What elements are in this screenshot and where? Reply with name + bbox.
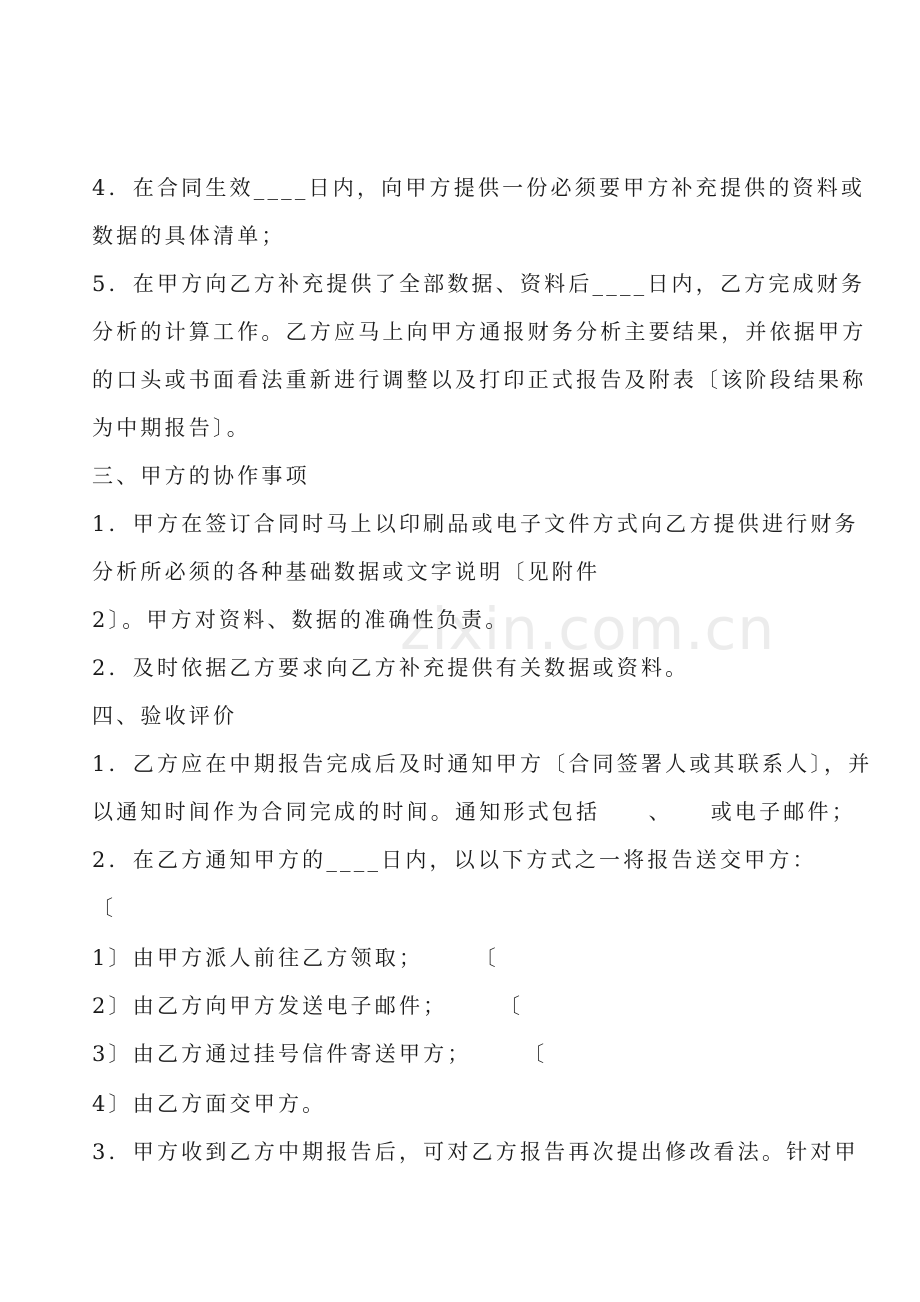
section-3-heading: 三、甲方的协作事项	[92, 464, 310, 488]
delivery-option-2: 2〕由乙方向甲方发送电子邮件； 〔	[92, 994, 524, 1018]
section-4-item-3: 3．甲方收到乙方中期报告后，可对乙方报告再次提出修改看法。针对甲	[92, 1140, 859, 1164]
section-3-item-1-line-3: 2〕。甲方对资料、数据的准确性负责。	[92, 608, 510, 632]
delivery-option-4: 4〕由乙方面交甲方。	[92, 1092, 327, 1116]
delivery-option-3: 3〕由乙方通过挂号信件寄送甲方； 〔	[92, 1042, 548, 1066]
section-4-heading: 四、验收评价	[92, 704, 238, 728]
section-3-item-1-line-1: 1．甲方在签订合同时马上以印刷品或电子文件方式向乙方提供进行财务	[92, 512, 859, 536]
clause-5-line-3: 的口头或书面看法重新进行调整以及打印正式报告及附表〔该阶段结果称	[92, 368, 867, 392]
clause-5-line-1: 5．在甲方向乙方补充提供了全部数据、资料后____日内，乙方完成财务	[92, 272, 866, 296]
section-4-item-1-line-1: 1．乙方应在中期报告完成后及时通知甲方〔合同签署人或其联系人〕，并	[92, 752, 873, 776]
delivery-option-1: 1〕由甲方派人前往乙方领取； 〔	[92, 946, 499, 970]
watermark: zixin.com.cn	[400, 595, 776, 663]
section-4-item-1-line-2: 以通知时间作为合同完成的时间。通知形式包括 、 或电子邮件；	[92, 800, 856, 824]
clause-5-line-2: 分析的计算工作。乙方应马上向甲方通报财务分析主要结果，并依据甲方	[92, 320, 867, 344]
section-3-item-1-line-2: 分析所必须的各种基础数据或文字说明〔见附件	[92, 560, 601, 584]
clause-4-line-2: 数据的具体清单；	[92, 224, 286, 248]
bracket-line: 〔	[92, 896, 117, 920]
section-4-item-2: 2．在乙方通知甲方的____日内，以以下方式之一将报告送交甲方：	[92, 848, 817, 872]
clause-5-line-4: 为中期报告〕。	[92, 416, 251, 440]
clause-4-line-1: 4．在合同生效____日内，向甲方提供一份必须要甲方补充提供的资料或	[92, 176, 866, 200]
section-3-item-2: 2．及时依据乙方要求向乙方补充提供有关数据或资料。	[92, 656, 690, 680]
